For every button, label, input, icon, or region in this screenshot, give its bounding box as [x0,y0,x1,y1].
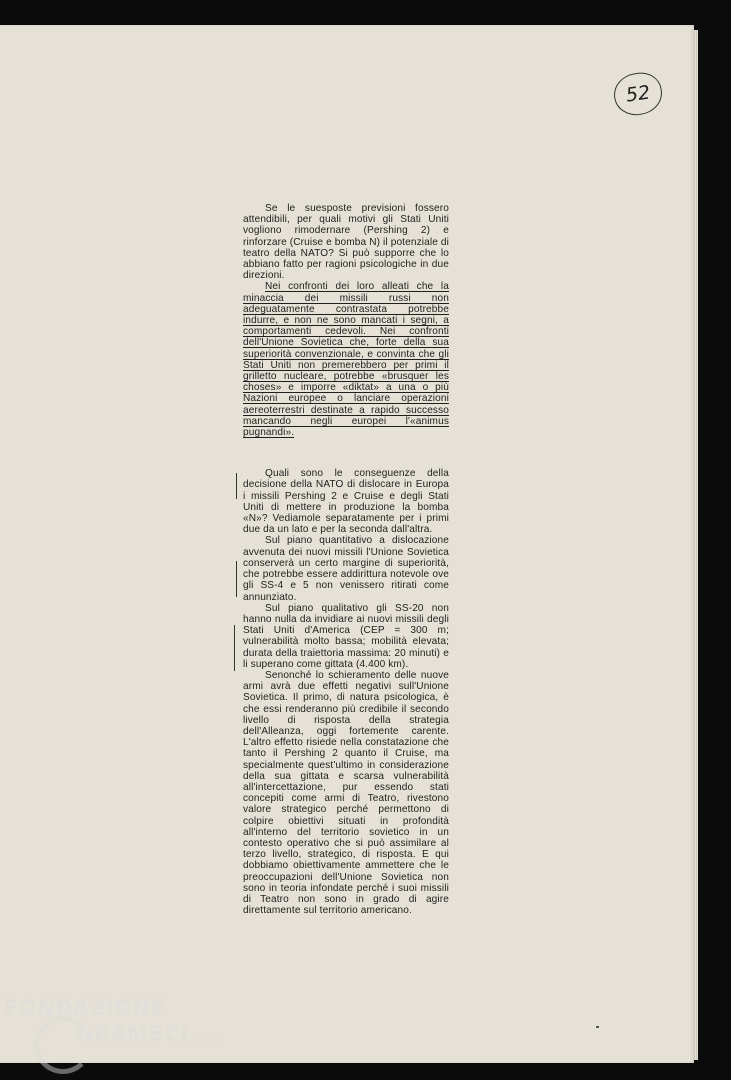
section-gap [243,438,449,468]
paragraph-3: Quali sono le conseguenze della decisione della NATO di dislocare in Europa i missili Pershing 2 e Cruise e degli Stati Uniti di mettere in produzione la bomba «N»? Vediamole separatamente per i primi due da un lato e per la seconda dall'altra. [243,468,449,536]
paragraph-4: Sul piano quantitativo a dislocazione avvenuta dei nuovi missili l'Unione Sovietica conserverà un certo margine di superiorità, che potrebbe essere addirittura notevole ove gli SS-4 e 5 non venissero ritirati come annunziato. [243,535,449,603]
paragraph-2-underlined: Nei confronti dei loro alleati che la minaccia dei missili russi non adeguatamente contrastata potrebbe indurre, e non ne sono mancati i segni, a comportamenti cedevoli. Nei confronti dell'Unione Sovietica che, forte della sua superiorità convenzionale, e convinta che gli Stati Uniti non premerebbero per primi il grilletto nucleare, potrebbe «brusquer les choses» e imporre «diktat» a una o più Nazioni europee o lanciare operazioni aereoterrestri destinate a rapido successo mancando negli europei l'«animus pugnandi». [243,281,449,439]
paragraph-5: Sul piano qualitativo gli SS-20 non hanno nulla da invidiare ai nuovi missili degli Stati Uniti d'America (CEP = 300 m; vulnerabilità molto bassa; mobilità elevata; durata della traiettoria massima: 20 minuti) e li superano come gittata (4.400 km). [243,602,449,670]
text-column [243,203,449,916]
document-page [0,25,694,1063]
watermark-line-1: FONDAZIONE [4,996,166,1020]
paragraph-6: Senonché lo schieramento delle nuove armi avrà due effetti negativi sull'Unione Sovietica. Il primo, di natura psicologica, è che essi renderanno più credibile il secondo livello di risposta della strategia dell'Alleanza, oggi fortemente carente. L'altro effetto risiede nella constatazione che tanto il Pershing 2 quanto il Cruise, ma specialmente quest'ultimo in considerazione della sua gittata e scarsa vulnerabilità all'intercettazione, pur essendo stati concepiti come armi di Teatro, rivestono valore strategico perché permettono di colpire obiettivi situati in profondità all'interno del territorio sovietico in un contesto operativo che si può assimilare al terzo livello, strategico, di risposta. E qui dobbiamo obiettivamente ammettere che le preoccupazioni dell'Unione Sovietica non sono in teoria infondate perché i suoi missili di Teatro non sono in grado di agire direttamente sul territorio americano. [243,669,449,917]
scan-mark [596,1026,599,1028]
handwritten-page-number: 52 [611,70,664,118]
watermark-line-2-text: GRAMSCI [76,1022,189,1046]
margin-mark [236,473,237,499]
watermark-logo-icon [34,1016,92,1074]
watermark-line-2 [76,1022,221,1046]
paragraph-1: Se le suesposte previsioni fossero attendibili, per quali motivi gli Stati Uniti vogliono rimodernare (Pershing 2) e rinforzare (Cruise e bomba N) il potenziale di teatro della NATO? Si può supporre che lo abbiano fatto per ragioni psicologiche in due direzioni. [243,203,449,282]
margin-mark [234,625,235,671]
margin-mark [236,561,237,597]
watermark-suffix: onlus [194,1034,222,1044]
watermark [4,996,221,1046]
